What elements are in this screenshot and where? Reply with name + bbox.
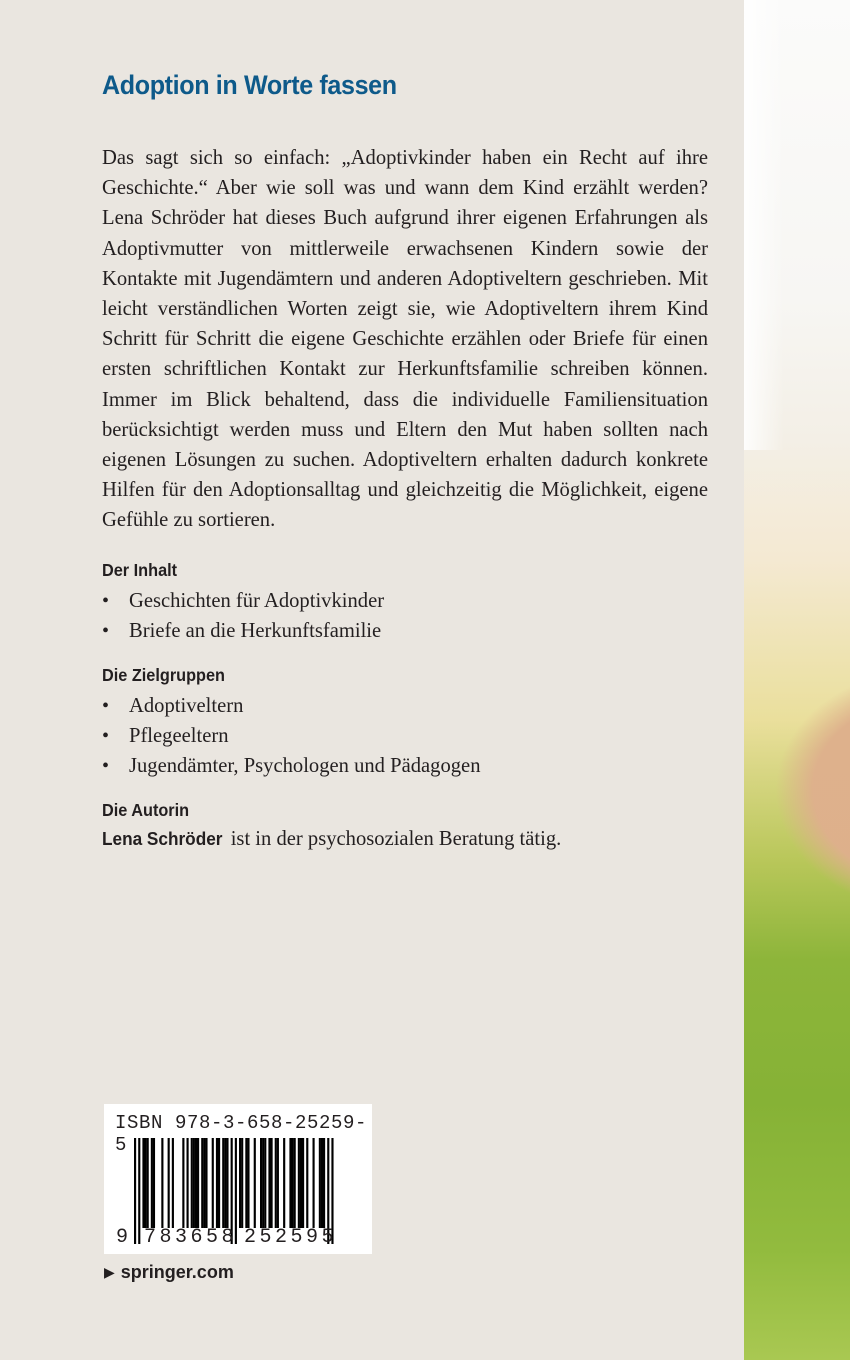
barcode-bar — [264, 1138, 266, 1228]
list-item: • Adoptiveltern — [102, 691, 708, 721]
barcode-bar — [218, 1138, 220, 1228]
barcode-lead-digit: 9 — [116, 1226, 129, 1249]
barcode-bar — [260, 1138, 262, 1228]
barcode-bar — [142, 1138, 144, 1228]
barcode-bar — [145, 1138, 147, 1228]
barcode-bar — [187, 1138, 189, 1228]
barcode-right-digits: 252595 — [244, 1226, 338, 1249]
barcode-bar — [300, 1138, 302, 1228]
target-groups-list — [102, 691, 708, 781]
barcode-bar — [161, 1138, 163, 1228]
barcode-bar — [239, 1138, 241, 1228]
bullet-icon: • — [102, 724, 110, 747]
barcode-bar — [203, 1138, 205, 1228]
barcode-bar — [222, 1138, 224, 1228]
barcode-bar — [323, 1138, 325, 1228]
publisher-url: springer.com — [120, 1262, 234, 1282]
barcode-bar — [205, 1138, 207, 1228]
barcode-bar — [151, 1138, 153, 1228]
barcode-bar — [275, 1138, 277, 1228]
barcode-bar — [241, 1138, 243, 1228]
author-name: Lena Schröder — [102, 827, 223, 849]
barcode-bar — [226, 1138, 228, 1228]
barcode-bar — [153, 1138, 155, 1228]
author-bio-text: ist in der psychosozialen Beratung tätig. — [230, 827, 562, 850]
barcode-bar — [268, 1138, 270, 1228]
barcode-left-digits: 783658 — [144, 1226, 238, 1249]
back-cover-text — [102, 70, 708, 854]
barcode-bar — [277, 1138, 279, 1228]
barcode-bar — [172, 1138, 174, 1228]
barcode-bar — [254, 1138, 256, 1228]
book-description: Das sagt sich so einfach: „Adoptivkinder haben ein Recht auf ihre Geschichte.“ Aber wie soll was und wann dem Kind erzählt werden? Lena Schröder hat dieses Buch aufgrund ihrer eigenen Erfahrungen als Adoptivmutter von mittlerweile erwachsenen Kindern sowie der Kontakte mit Jugendämtern und anderen Adoptiveltern geschrieben. Mit leicht verständlichen Worten zeigt sie, wie Adoptiveltern ihrem Kind Schritt für Schritt die eigene Geschichte erzählen oder Briefe für einen ersten schriftlichen Kontakt zur Herkunftsfamilie schreiben können. Immer im Blick behaltend, dass die individuelle Familiensituation berücksichtigt werden muss und Eltern den Mut haben sollten nach eigenen Lösungen zu suchen. Adoptiveltern erhalten dadurch konkrete Hilfen für den Adoptionsalltag und gleichzeitig die Möglichkeit, eigene Gefühle zu sortieren. — [102, 147, 708, 532]
book-title: Adoption in Worte fassen — [102, 70, 397, 100]
barcode-bar — [289, 1138, 291, 1228]
isbn-barcode — [104, 1104, 372, 1254]
list-item: • Geschichten für Adoptivkinder — [102, 586, 708, 616]
barcode-bar — [197, 1138, 199, 1228]
list-item: • Jugendämter, Psychologen und Pädagogen — [102, 751, 708, 781]
barcode-bar — [313, 1138, 315, 1228]
author-bio — [102, 824, 708, 854]
barcode-bar — [134, 1138, 136, 1244]
barcode-bar — [245, 1138, 247, 1228]
content-list — [102, 586, 708, 646]
barcode-bar — [182, 1138, 184, 1228]
author-heading: Die Autorin — [102, 799, 190, 820]
target-groups-heading: Die Zielgruppen — [102, 664, 225, 685]
cover-photo-strip — [744, 0, 850, 1360]
list-item: • Briefe an die Herkunftsfamilie — [102, 616, 708, 646]
content-heading: Der Inhalt — [102, 559, 178, 580]
barcode-bar — [321, 1138, 323, 1228]
barcode-bar — [212, 1138, 214, 1228]
barcode-bar — [306, 1138, 308, 1228]
isbn-label: ISBN 978-3-658-25259-5 — [115, 1112, 368, 1156]
barcode-bar — [294, 1138, 296, 1228]
barcode-bar — [319, 1138, 321, 1228]
barcode-bar — [302, 1138, 304, 1228]
bullet-icon: • — [102, 619, 110, 642]
bullet-icon: • — [102, 754, 110, 777]
barcode-bar — [216, 1138, 218, 1228]
barcode-bar — [271, 1138, 273, 1228]
list-item: • Pflegeeltern — [102, 721, 708, 751]
barcode-bar — [283, 1138, 285, 1228]
photo-highlight — [744, 0, 784, 450]
barcode-bar — [247, 1138, 249, 1228]
barcode-bar — [195, 1138, 197, 1228]
barcode-bar — [224, 1138, 226, 1228]
barcode-bar — [193, 1138, 195, 1228]
barcode-bar — [201, 1138, 203, 1228]
barcode-bar — [262, 1138, 264, 1228]
barcode-bar — [168, 1138, 170, 1228]
play-arrow-icon: ▶ — [104, 1264, 115, 1280]
publisher-link[interactable] — [104, 1262, 234, 1283]
barcode-bar — [298, 1138, 300, 1228]
bullet-icon: • — [102, 694, 110, 717]
barcode-bar — [292, 1138, 294, 1228]
barcode-bar — [147, 1138, 149, 1228]
barcode-bar — [191, 1138, 193, 1228]
bullet-icon: • — [102, 589, 110, 612]
barcode-bar — [138, 1138, 140, 1244]
